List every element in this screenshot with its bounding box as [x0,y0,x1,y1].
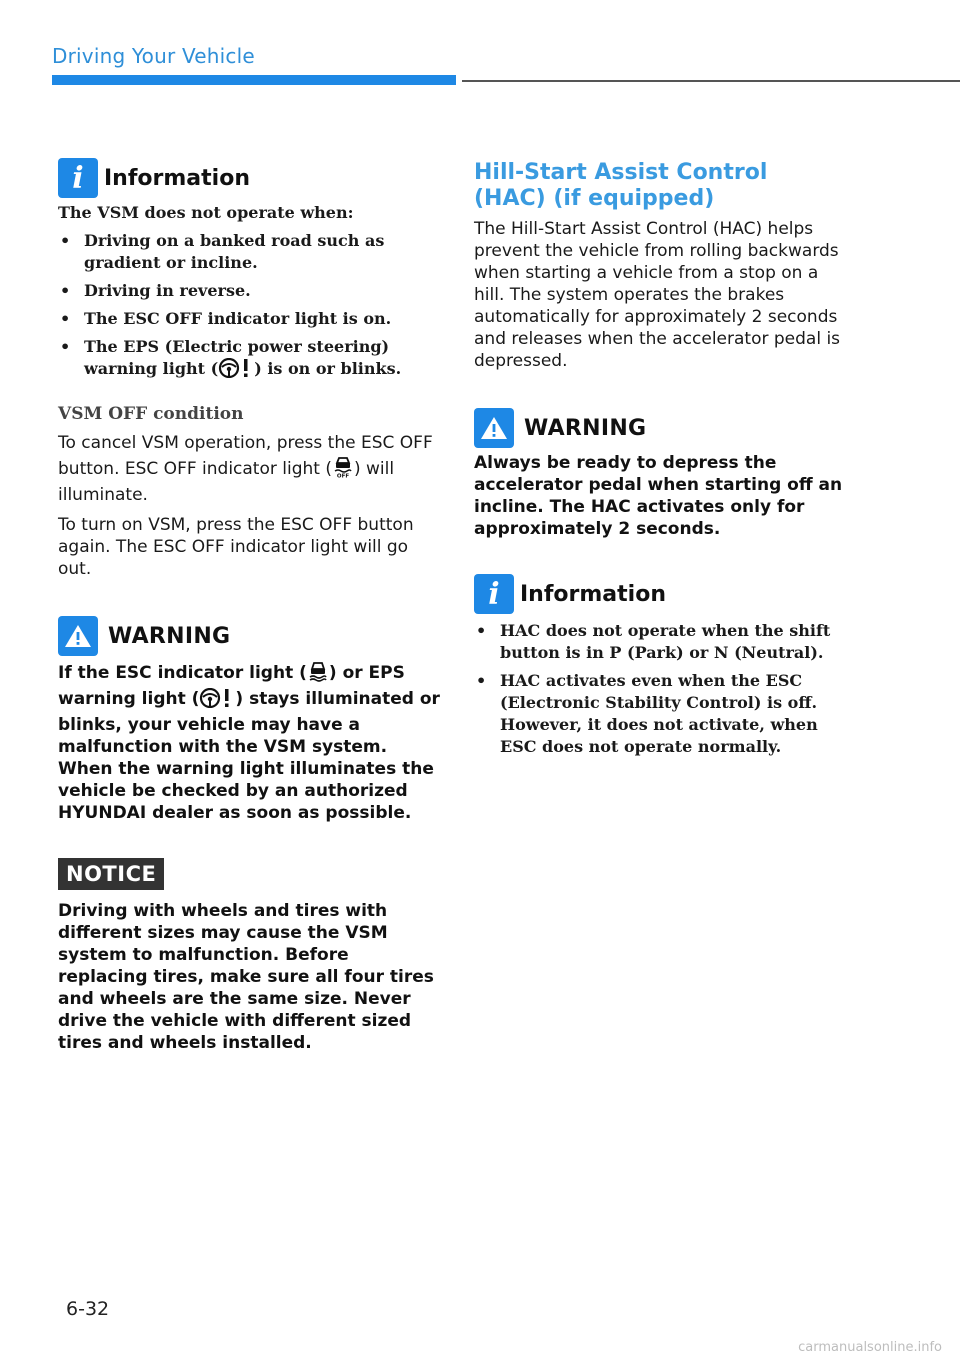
esc-off-icon [332,454,354,484]
header-rule-accent [52,75,456,85]
eps-warning-icon [199,688,235,714]
warning-icon [58,616,98,656]
right-column [474,160,844,764]
list-item: • The ESC OFF indicator light is on. [58,308,443,330]
header-rule [462,80,960,82]
list-item: • HAC activates even when the ESC (Electronic Stability Control) is off. However, it does not activate, when ESC does not operate normally. [474,670,844,758]
warning-title: WARNING [108,623,231,649]
info-box-title: Information [104,165,250,191]
vsm-on-paragraph: To turn on VSM, press the ESC OFF button again. The ESC OFF indicator light will go out. [58,515,414,579]
watermark: carmanualsonline.info [798,1340,942,1355]
notice-text: Driving with wheels and tires with different sizes may cause the VSM system to malfunction. Before replacing tires, make sure all four tires and wheels are the same size. Never drive the vehicle with different sized tires and wheels installed. [58,901,434,1053]
left-column [58,158,443,1054]
page-number: 6-32 [66,1298,110,1320]
notice-badge: NOTICE [58,858,164,890]
info-icon: i [474,574,514,614]
list-item: • HAC does not operate when the shift button is in P (Park) or N (Neutral). [474,620,844,664]
warning-box-header [474,408,844,448]
info-intro: The VSM does not operate when: [58,203,354,222]
warning-box [58,616,443,824]
list-item: • Driving on a banked road such as gradient or incline. [58,230,443,274]
warning-icon [474,408,514,448]
esc-icon [307,660,329,688]
hac-intro: The Hill-Start Assist Control (HAC) helps prevent the vehicle from rolling backwards when starting a vehicle from a stop on a hill. The system operates the brakes automatically for approximately 2 seconds and releases when the accelerator pedal is depressed. [474,219,841,371]
eps-warning-icon [218,358,254,384]
info-list [58,230,443,384]
svg-text:OFF: OFF [336,473,350,478]
list-item: • The EPS (Electric power steering) warning light ( ) is on or blinks. [58,336,443,384]
vsm-off-paragraph: To cancel VSM operation, press the ESC OFF button. ESC OFF indicator light ( OFF ) will illuminate. [58,433,433,505]
warning-title: WARNING [524,415,647,441]
info-box-title: Information [520,581,666,607]
header-title: Driving Your Vehicle [52,44,255,68]
warning-box [474,408,844,540]
info-box [474,574,844,758]
info-box-header [58,158,443,198]
section-title: Hill-Start Assist Control (HAC) (if equipped) [474,160,768,211]
list-item: • Driving in reverse. [58,280,443,302]
info-icon: i [58,158,98,198]
vsm-off-heading: VSM OFF condition [58,404,244,424]
warning-box-header [58,616,443,656]
warning-text: If the ESC indicator light ( ) or EPS warning light ( ) stays illuminated or blinks, your vehicle may have a malfunction with the VSM system. When the warning light illuminates the vehicle be checked by an authorized HYUNDAI dealer as soon as possible. [58,660,443,824]
warning-text: Always be ready to depress the accelerator pedal when starting off an incline. The HAC activates only for approximately 2 seconds. [474,453,843,539]
info-box-header [474,574,844,614]
info-list [474,620,844,758]
